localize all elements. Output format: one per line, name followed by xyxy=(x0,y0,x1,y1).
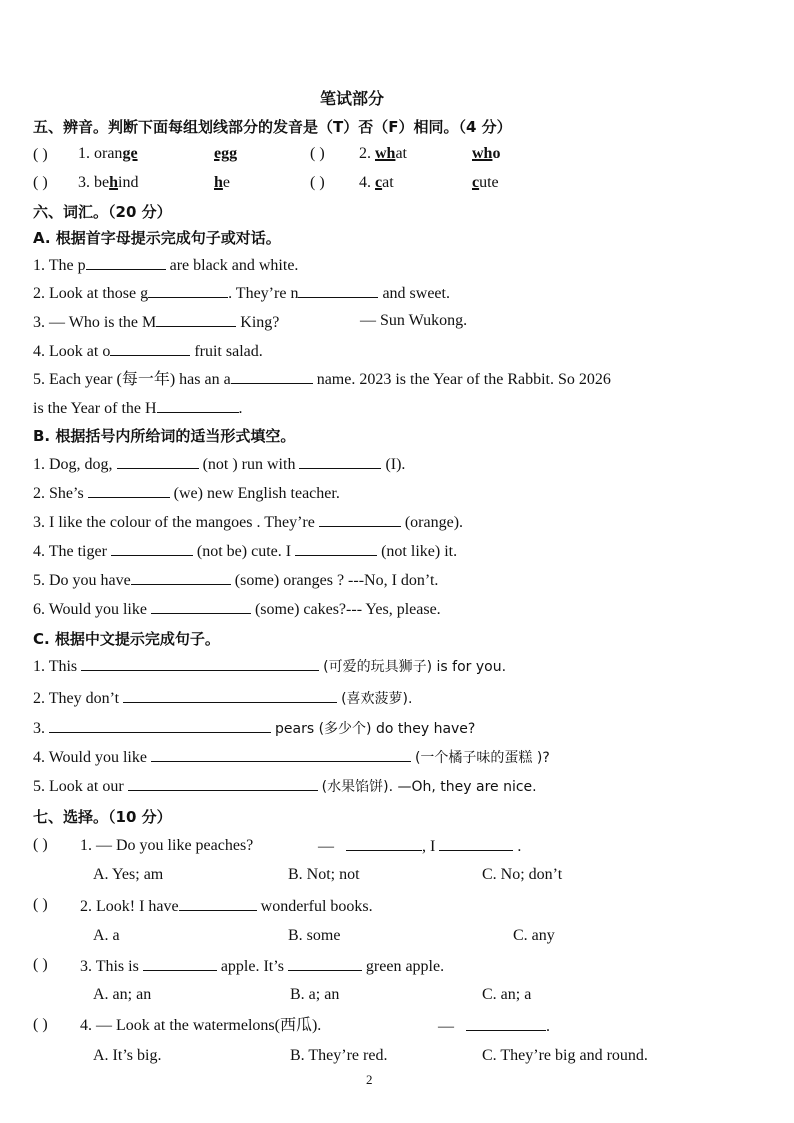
s5-item-2: 2. what xyxy=(359,145,407,162)
section-5-heading: 五、辨音。判断下面每组划线部分的发音是（T）否（F）相同。（4 分） xyxy=(33,118,512,136)
fill-blank[interactable] xyxy=(143,956,217,971)
s6a-q2: 2. Look at those g . They’re n and sweet. xyxy=(33,285,450,302)
s7-q3-option-b[interactable]: B. a; an xyxy=(290,986,340,1003)
s5-item-1: 1. orange xyxy=(78,145,138,162)
s7-q3: 3. This is apple. It’s green apple. xyxy=(80,958,445,975)
s6c-q2: 2. They don’t (喜欢菠萝). xyxy=(33,690,413,707)
fill-blank[interactable] xyxy=(86,255,166,270)
answer-paren-7-3[interactable]: ( ) xyxy=(33,956,48,973)
s5-item-3-compare: he xyxy=(214,174,231,191)
answer-paren-7-1[interactable]: ( ) xyxy=(33,836,48,853)
s5-item-2-compare: who xyxy=(472,145,501,162)
s6c-q1: 1. This (可爱的玩具狮子) is for you. xyxy=(33,658,507,675)
answer-paren-3[interactable]: ( ) xyxy=(33,174,48,191)
answer-paren-7-4[interactable]: ( ) xyxy=(33,1016,48,1033)
s6a-q3: 3. — Who is the M King? xyxy=(33,314,280,331)
answer-paren-4[interactable]: ( ) xyxy=(310,174,325,191)
section-6b-heading: B. 根据括号内所给词的适当形式填空。 xyxy=(33,427,296,445)
s7-q4-option-c[interactable]: C. They’re big and round. xyxy=(482,1047,648,1064)
s6b-q6: 6. Would you like (some) cakes?--- Yes, please. xyxy=(33,601,441,618)
s7-q3-option-a[interactable]: A. an; an xyxy=(93,986,152,1003)
fill-blank[interactable] xyxy=(231,369,313,384)
s7-q4-option-a[interactable]: A. It’s big. xyxy=(93,1047,162,1064)
answer-paren[interactable]: ( ) xyxy=(33,146,48,163)
s7-q1: 1. — Do you like peaches? xyxy=(80,837,254,854)
fill-blank[interactable] xyxy=(299,454,381,469)
s7-q1-response: — , I . xyxy=(318,838,522,855)
s6b-q2: 2. She’s (we) new English teacher. xyxy=(33,485,340,502)
fill-blank[interactable] xyxy=(117,454,199,469)
s7-q4: 4. — Look at the watermelons(西瓜). xyxy=(80,1017,322,1034)
s5-item-1-compare: egg xyxy=(214,145,238,162)
fill-blank[interactable] xyxy=(157,398,239,413)
s6c-q5: 5. Look at our (水果馅饼). —Oh, they are nice. xyxy=(33,778,537,795)
fill-blank[interactable] xyxy=(131,570,231,585)
section-6-heading: 六、词汇。（20 分） xyxy=(33,203,172,221)
section-7-heading: 七、选择。（10 分） xyxy=(33,808,172,826)
fill-blank[interactable] xyxy=(151,747,411,762)
fill-blank[interactable] xyxy=(466,1016,546,1031)
s6a-q5: 5. Each year (每一年) has an a name. 2023 is the Year of the Rabbit. So 2026 xyxy=(33,371,611,388)
answer-paren-2[interactable]: ( ) xyxy=(310,145,325,162)
s6a-q4: 4. Look at o fruit salad. xyxy=(33,343,263,360)
s7-q4-option-b[interactable]: B. They’re red. xyxy=(290,1047,388,1064)
fill-blank[interactable] xyxy=(128,776,318,791)
fill-blank[interactable] xyxy=(148,283,228,298)
fill-blank[interactable] xyxy=(111,541,193,556)
fill-blank[interactable] xyxy=(346,836,422,851)
s6b-q1: 1. Dog, dog, (not ) run with (I). xyxy=(33,456,406,473)
fill-blank[interactable] xyxy=(123,688,337,703)
s7-q2-option-b[interactable]: B. some xyxy=(288,927,341,944)
fill-blank[interactable] xyxy=(295,541,377,556)
fill-blank[interactable] xyxy=(156,312,236,327)
page-title: 笔试部分 xyxy=(320,89,385,108)
section-6a-heading: A. 根据首字母提示完成句子或对话。 xyxy=(33,229,281,247)
fill-blank[interactable] xyxy=(439,836,513,851)
s7-q3-option-c[interactable]: C. an; a xyxy=(482,986,532,1003)
fill-blank[interactable] xyxy=(179,896,257,911)
s7-q2: 2. Look! I have wonderful books. xyxy=(80,898,373,915)
s7-q4-response: — . xyxy=(438,1018,550,1035)
fill-blank[interactable] xyxy=(288,956,362,971)
s6c-q4: 4. Would you like (一个橘子味的蛋糕 )? xyxy=(33,749,550,766)
fill-blank[interactable] xyxy=(151,599,251,614)
s6c-q3: 3. pears (多少个) do they have? xyxy=(33,720,476,737)
s7-q2-option-a[interactable]: A. a xyxy=(93,927,120,944)
s6b-q3: 3. I like the colour of the mangoes . They’re (orange). xyxy=(33,514,464,531)
s7-q2-option-c[interactable]: C. any xyxy=(513,927,555,944)
s7-q1-option-b[interactable]: B. Not; not xyxy=(288,866,360,883)
s6b-q5: 5. Do you have (some) oranges ? ---No, I don’t. xyxy=(33,572,439,589)
section-6c-heading: C. 根据中文提示完成句子。 xyxy=(33,630,220,648)
s5-item-3: 3. behind xyxy=(78,174,139,191)
s7-q1-option-a[interactable]: A. Yes; am xyxy=(93,866,164,883)
s5-item-4: 4. cat xyxy=(359,174,394,191)
fill-blank[interactable] xyxy=(81,656,319,671)
fill-blank[interactable] xyxy=(319,512,401,527)
fill-blank[interactable] xyxy=(110,341,190,356)
s6a-q3-answer: — Sun Wukong. xyxy=(360,312,468,329)
s6a-q5-cont: is the Year of the H . xyxy=(33,400,243,417)
answer-paren-7-2[interactable]: ( ) xyxy=(33,896,48,913)
fill-blank[interactable] xyxy=(88,483,170,498)
fill-blank[interactable] xyxy=(298,283,378,298)
s7-q1-option-c[interactable]: C. No; don’t xyxy=(482,866,563,883)
s6b-q4: 4. The tiger (not be) cute. I (not like) it. xyxy=(33,543,458,560)
s5-row-1 xyxy=(33,145,48,165)
s5-item-4-compare: cute xyxy=(472,174,499,191)
page-number: 2 xyxy=(366,1072,373,1087)
s6a-q1: 1. The p are black and white. xyxy=(33,257,299,274)
fill-blank[interactable] xyxy=(49,718,271,733)
